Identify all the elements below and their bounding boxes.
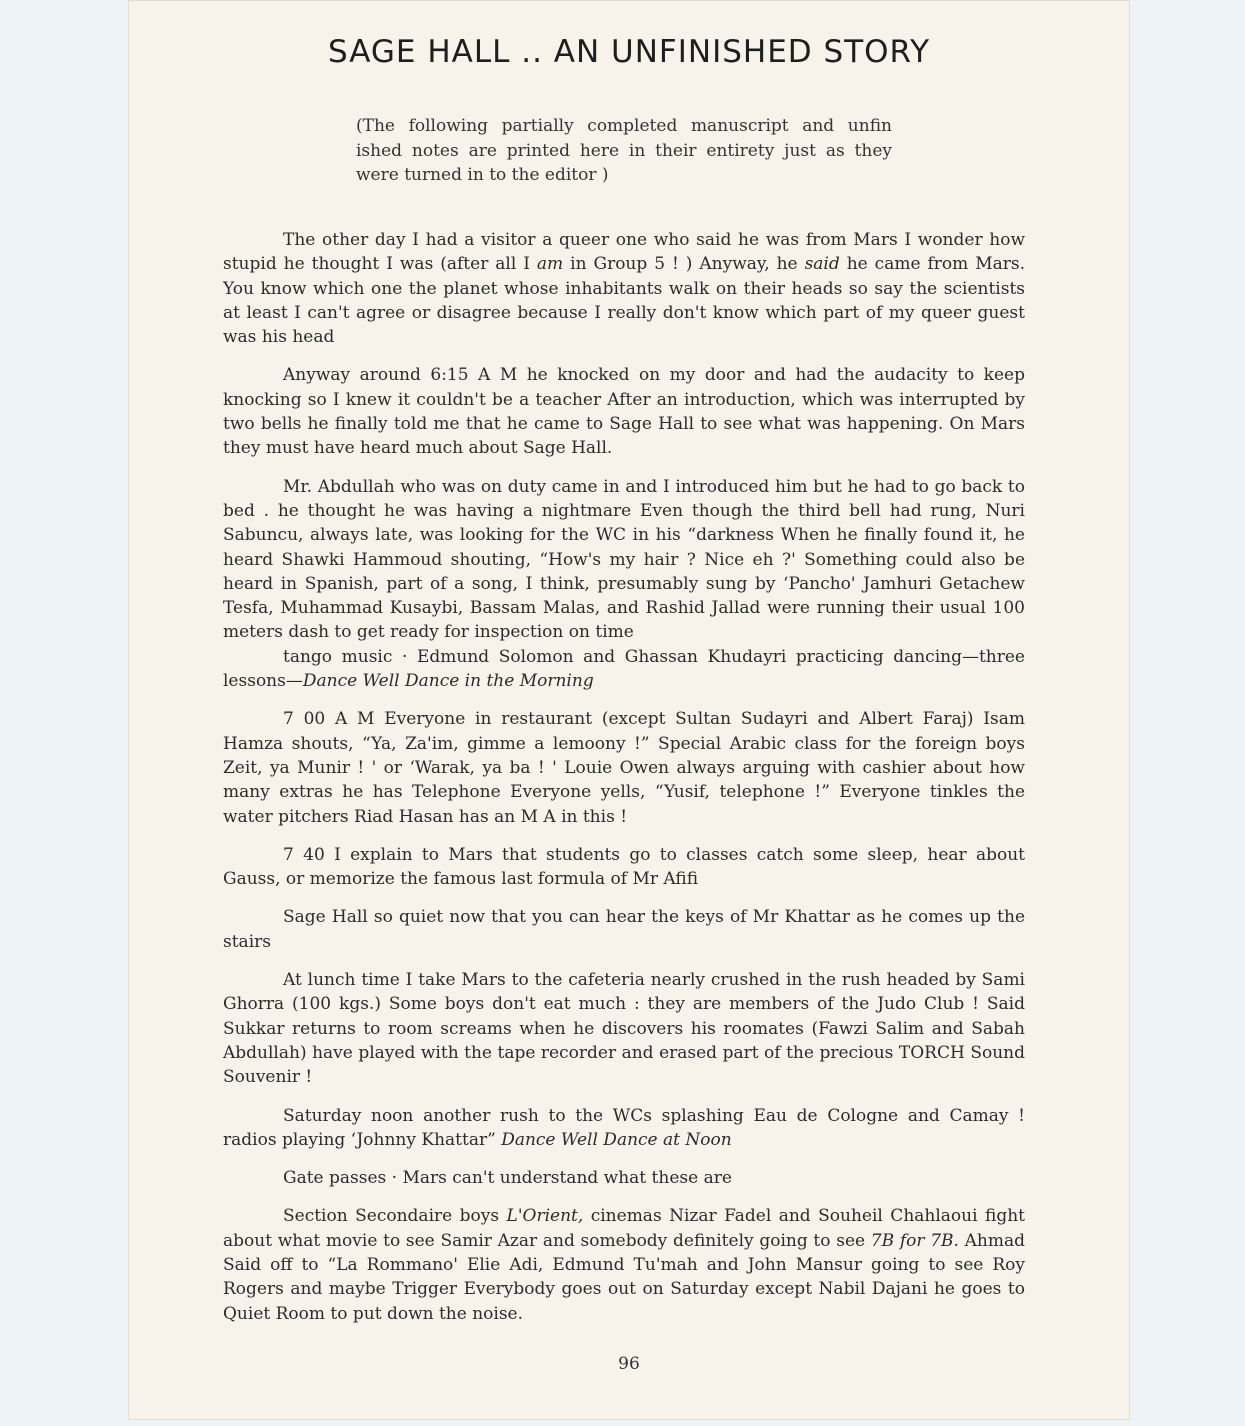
page-number: 96	[618, 1354, 640, 1374]
paragraph-classes: 7 40 I explain to Mars that students go to classes catch some sleep, hear about Gauss, or memorize the famous last formula of Mr Afifi	[223, 844, 1025, 890]
paragraph-knocking: Anyway around 6:15 A M he knocked on my door and had the audacity to keep knocking so I knew it couldn't be a teacher After an introduction, which was interrupted by two bells he finally told me that he came to Sage Hall to see what was happening. On Mars they must have heard much about Sage Hall.	[223, 365, 1025, 459]
paragraph-section-secondaire	[223, 1204, 1025, 1325]
paragraph-gate-passes: Gate passes · Mars can't understand what these are	[283, 1168, 732, 1189]
editor-note: (The following partially completed manuscript and unfin ished notes are printed here in their entirety just as they were turned in to the editor )	[356, 116, 892, 185]
text-run: Ahmad Said off to “La Rommano' Elie Adi, Edmund Tu'mah and John Mansur going to see Roy Rogers and maybe Trigger Everybody goes out on Saturday except Nabil Dajani he goes to Quiet Room to put down the noise.	[223, 1230, 1026, 1324]
page-title: SAGE HALL .. AN UNFINISHED STORY	[327, 34, 931, 70]
paragraph-saturday-noon	[223, 1104, 1025, 1153]
story-body	[223, 228, 1025, 1340]
italic-text: said	[804, 254, 840, 275]
text-run: The other day I had a visitor a queer one who said he was from Mars I wonder how stupid he thought I was (after all I	[223, 230, 1025, 275]
italic-text: Dance Well Dance in the Morning	[302, 671, 594, 692]
book-page	[128, 0, 1130, 1420]
text-run: Section Secondaire boys	[283, 1206, 507, 1227]
paragraph-nightmare: Mr. Abdullah who was on duty came in and I introduced him but he had to go back to bed . he thought he was having a nightmare Even though the third bell had rung, Nuri Sabuncu, always late, was looking for the WC in his “darkness When he finally found it, he heard Shawki Hammoud shouting, “How's my hair ? Nice eh ?' Something could also be heard in Spanish, part of a song, I think, presumably sung by ‘Pancho' Jamhuri Getachew Tesfa, Muhammad Kusaybi, Bassam Malas, and Rashid Jallad were running their usual 100 meters dash to get ready for inspection on time	[223, 476, 1025, 643]
paragraph-visitor	[223, 228, 1025, 349]
text-run: in Group 5 ! ) Anyway, he	[563, 254, 805, 275]
paragraph-quiet: Sage Hall so quiet now that you can hear the keys of Mr Khattar as he comes up the stairs	[223, 907, 1025, 952]
text-run: he came from Mars. You know which one the planet whose inhabitants walk on their heads so say the scientists at least I can't agree or disagree because I really don't know which part of my queer guest was his head	[223, 254, 1025, 348]
italic-text: L'Orient,	[506, 1206, 584, 1227]
text-run: cinemas Nizar Fadel and Souheil Chahlaoui fight about what movie to see Samir Azar and somebody definitely going to see	[223, 1206, 1026, 1251]
paragraph-tango	[223, 645, 1025, 694]
paragraph-restaurant: 7 00 A M Everyone in restaurant (except Sultan Sudayri and Albert Faraj) Isam Hamza shouts, “Ya, Za'im, gimme a lemoony !” Special Arabic class for the foreign boys Zeit, ya Munir ! ' or ‘Warak, ya ba ! ' Louie Owen always arguing with cashier about how many extras he has Telephone Everyone yells, “Yusif, telephone !” Everyone tinkles the water pitchers Riad Hasan has an M A in this !	[223, 709, 1025, 827]
paragraph-lunch: At lunch time I take Mars to the cafeteria nearly crushed in the rush headed by Sami Ghorra (100 kgs.) Some boys don't eat much : they are members of the Judo Club ! Said Sukkar returns to room screams when he discovers his roomates (Fawzi Salim and Sabah Abdullah) have played with the tape recorder and erased part of the precious TORCH Sound Souvenir !	[223, 970, 1025, 1088]
italic-text: 7B for 7B.	[870, 1230, 959, 1251]
text-run: Saturday noon another rush to the WCs splashing Eau de Cologne and Camay ! radios playing ‘Johnny Khattar”	[223, 1105, 1025, 1150]
text-run: tango music · Edmund Solomon and Ghassan Khudayri practicing dancing—three lessons—	[223, 646, 1025, 692]
italic-text: Dance Well Dance at Noon	[501, 1129, 732, 1150]
italic-text: am	[536, 254, 564, 275]
